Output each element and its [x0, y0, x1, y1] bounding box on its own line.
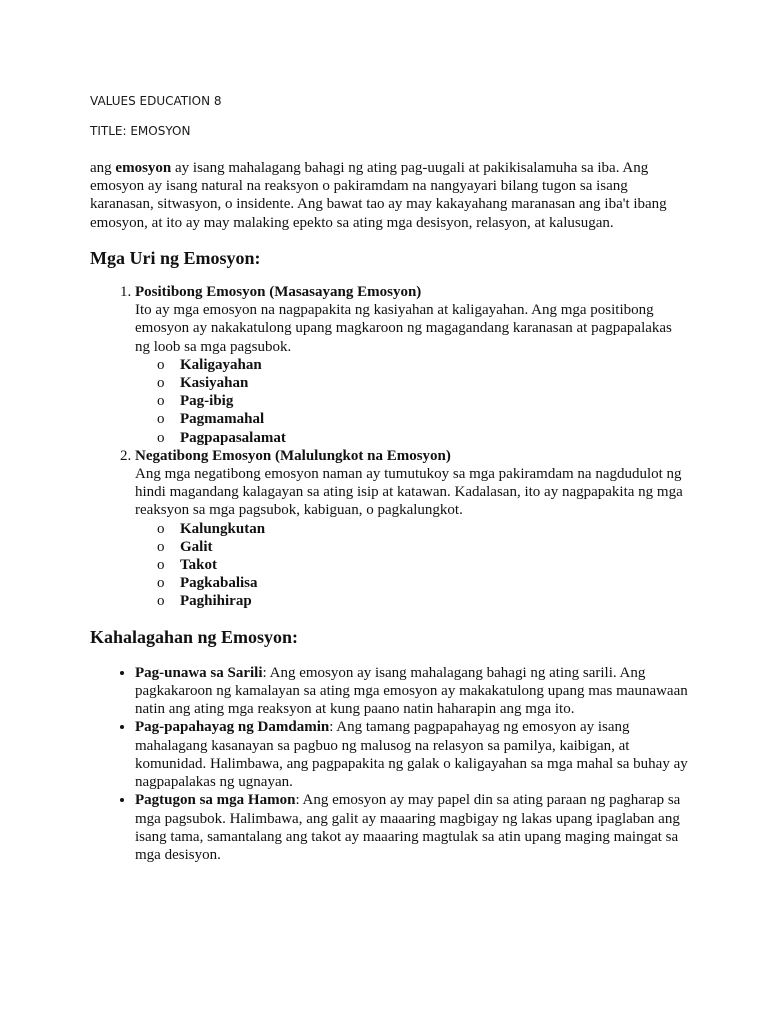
- importance-term: Pag-unawa sa Sarili: [135, 664, 263, 681]
- type-title: 2. Negatibong Emosyon (Malulungkot na Emosyon): [135, 447, 451, 464]
- importance-heading: Kahalagahan ng Emosyon:: [90, 626, 299, 647]
- list-item: o Galit: [157, 538, 213, 555]
- examples-list: [135, 356, 690, 447]
- document-body: [90, 159, 690, 864]
- circle-bullet-icon: o: [157, 411, 165, 428]
- list-item: o Pagmamahal: [157, 411, 265, 428]
- list-item: o Kalungkutan: [157, 520, 266, 537]
- importance-text: : Ang emosyon ay may papel din sa ating paraan ng pagharap sa mga pagsubok. Halimbawa, ang galit ay maaaring magbigay ng lakas upang ipaglaban ang isang tama, samantalang ang takot ay maaaring magtulak sa atin upang maging maingat sa mga desisyon.: [135, 792, 681, 863]
- importance-term: Pag-papahayag ng Damdamin: [135, 719, 330, 736]
- list-item: o Pagpapasalamat: [157, 429, 286, 446]
- list-item: o Pagkabalisa: [157, 575, 258, 592]
- circle-bullet-icon: o: [157, 393, 165, 410]
- list-item: o Kaligayahan: [157, 356, 262, 373]
- type-description: Ito ay mga emosyon na nagpapakita ng kasiyahan at kaligayahan. Ang mga positibong emosyon ay nakakatulong upang magkaroon ng magagandang karanasan at pagpapalakas ng loob sa mga pagsubok.: [135, 302, 672, 355]
- circle-bullet-icon: o: [157, 593, 165, 610]
- list-item: o Paghihirap: [157, 593, 252, 610]
- subject-label: VALUES EDUCATION 8: [90, 94, 222, 108]
- importance-list: [90, 664, 690, 864]
- list-item: o Takot: [157, 557, 217, 574]
- circle-bullet-icon: o: [157, 575, 165, 592]
- emotion-types-list: [90, 283, 690, 611]
- intro-term: emosyon: [115, 160, 172, 176]
- intro-paragraph: [90, 159, 690, 232]
- document-title: TITLE: EMOSYON: [90, 124, 191, 138]
- list-item: [135, 791, 690, 864]
- list-item: o Pag-ibig: [157, 393, 234, 410]
- list-item: [135, 664, 690, 719]
- list-item: o Kasiyahan: [157, 375, 249, 392]
- type-title: 1. Positibong Emosyon (Masasayang Emosyon): [135, 284, 422, 301]
- circle-bullet-icon: o: [157, 429, 165, 446]
- examples-list: [135, 520, 690, 611]
- type-description: Ang mga negatibong emosyon naman ay tumutukoy sa mga pakiramdam na nagdudulot ng hindi magandang kalagayan sa ating isip at katawan. Kadalasan, ito ay nagpapakita ng mga reaksyon sa mga pagsubok, kabiguan, o pagkalungkot.: [135, 466, 683, 519]
- list-item: [135, 283, 690, 447]
- importance-text: : Ang tamang pagpapahayag ng emosyon ay isang mahalagang kasanayan sa pagbuo ng malusog na relasyon sa pamilya, kaibigan, at komunidad. Halimbawa, ang pagpapakita ng galak o kaligayahan sa mga mahal sa buhay ay nagpapalakas ng ugnayan.: [135, 719, 688, 791]
- types-heading: Mga Uri ng Emosyon:: [90, 247, 261, 268]
- list-item: [135, 718, 690, 791]
- circle-bullet-icon: o: [157, 375, 165, 392]
- list-item: [135, 447, 690, 611]
- importance-text: : Ang emosyon ay isang mahalagang bahagi ng ating sarili. Ang pagkakaroon ng kamalayan sa ating mga emosyon ay makakatulong upang mas maunawaan natin ang ating mga reaksyon at kung paano natin haharapin ang mga ito.: [135, 664, 688, 718]
- circle-bullet-icon: o: [157, 538, 165, 555]
- circle-bullet-icon: o: [157, 356, 165, 373]
- circle-bullet-icon: o: [157, 520, 165, 537]
- intro-prefix: ang: [90, 160, 116, 176]
- importance-term: Pagtugon sa mga Hamon: [135, 792, 296, 809]
- intro-text: ay isang mahalagang bahagi ng ating pag-uugali at pakikisalamuha sa iba. Ang emosyon ay isang natural na reaksyon o pakiramdam na nangyayari bilang tugon sa isang karanasan, sitwasyon, o insidente. Ang bawat tao ay may kakayahang maranasan ang iba't ibang emosyon, at ito ay may malaking epekto sa ating mga desisyon, relasyon, at kalusugan.: [90, 160, 667, 231]
- circle-bullet-icon: o: [157, 557, 165, 574]
